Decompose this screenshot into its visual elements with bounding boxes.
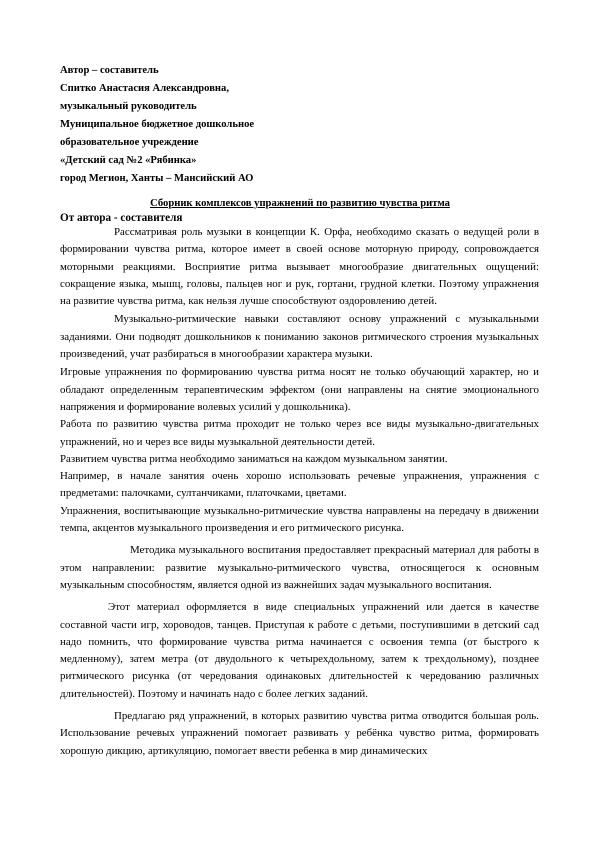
paragraph: Упражнения, воспитывающие музыкально-ритмические чувства направлены на передачу в движении темпа, акцентов музыкального произведения и его ритмического рисунка. bbox=[60, 504, 539, 535]
city-line: город Мегион, Ханты – Мансийский АО bbox=[60, 173, 254, 184]
institution-line-1: Муниципальное бюджетное дошкольное bbox=[60, 119, 255, 130]
paragraph: Предлагаю ряд упражнений, в которых развитию чувства ритма отводится большая роль. Использование речевых упражнений помогает развивать у ребёнка чувство ритма, формировать хорошую дикцию, артикуляцию, помогает ввести ребенка в мир динамических bbox=[60, 710, 539, 757]
author-info-block bbox=[60, 62, 460, 188]
paragraph: Музыкально-ритмические навыки составляют основу упражнений с музыкальными заданиями. Они подводят дошкольников к пониманию законов ритмического строения музыкальных произведений, учат разбираться в многообразии характера музыки. bbox=[60, 313, 539, 361]
document-title: Сборник комплексов упражнений по развитию чувства ритма bbox=[150, 198, 450, 209]
body-text bbox=[60, 224, 539, 760]
paragraph: Рассматривая роль музыки в концепции К. Орфа, необходимо сказать о ведущей роли в формировании чувства ритма, которое имеет в своей основе моторную природу, сопровождается моторными реакциями. Восприятие ритма вызывает многообразие двигательных ощущений: сокращение языка, мышц, головы, пальцев ног и рук, гортани, грудной клетки. Поэтому упражнения на развитие чувства ритма, как нельзя лучше способствуют оздоровлению детей. bbox=[60, 226, 539, 308]
paragraph: Например, в начале занятия очень хорошо использовать речевые упражнения, упражнения с предметами: палочками, султанчиками, платочками, цветами. bbox=[60, 470, 539, 500]
author-position-line: музыкальный руководитель bbox=[60, 101, 197, 112]
section-heading: От автора - составителя bbox=[60, 212, 183, 224]
institution-line-2: образовательное учреждение bbox=[60, 137, 199, 148]
institution-name-line: «Детский сад №2 «Рябинка» bbox=[60, 155, 197, 166]
author-role-line: Автор – составитель bbox=[60, 65, 159, 76]
paragraph: Развитием чувства ритма необходимо заниматься на каждом музыкальном занятии. bbox=[60, 452, 448, 465]
paragraph: Методика музыкального воспитания предоставляет прекрасный материал для работы в этом направлении: развитие музыкально-ритмического чувства, относящегося к основным музыкальным способностям, является одной из важнейших задач музыкального воспитания. bbox=[60, 544, 539, 591]
paragraph: Этот материал оформляется в виде специальных упражнений или дается в качестве составной части игр, хороводов, танцев. Приступая к работе с детьми, поступившими в детский сад надо помнить, что формирование чувства ритма начинается с освоения темпа (от быстрого к медленному), затем метра (от двудольного к четырехдольному, затем к трехдольному), позднее ритмического рисунка (от чередования одинаковых длительностей к чередованию различных длительностей). Поэтому и начинать надо с более легких заданий. bbox=[60, 601, 539, 700]
paragraph: Игровые упражнения по формированию чувства ритма носят не только обучающий характер, но и обладают определенным терапевтическим эффектом (они направлены на снятие эмоционального напряжения и формирование волевых усилий у дошкольника). bbox=[60, 366, 539, 413]
paragraph: Работа по развитию чувства ритма проходит не только через все виды музыкально-двигательных упражнений, но и через все виды музыкальной деятельности детей. bbox=[60, 418, 539, 448]
author-name-line: Спитко Анастасия Александровна, bbox=[60, 83, 229, 94]
